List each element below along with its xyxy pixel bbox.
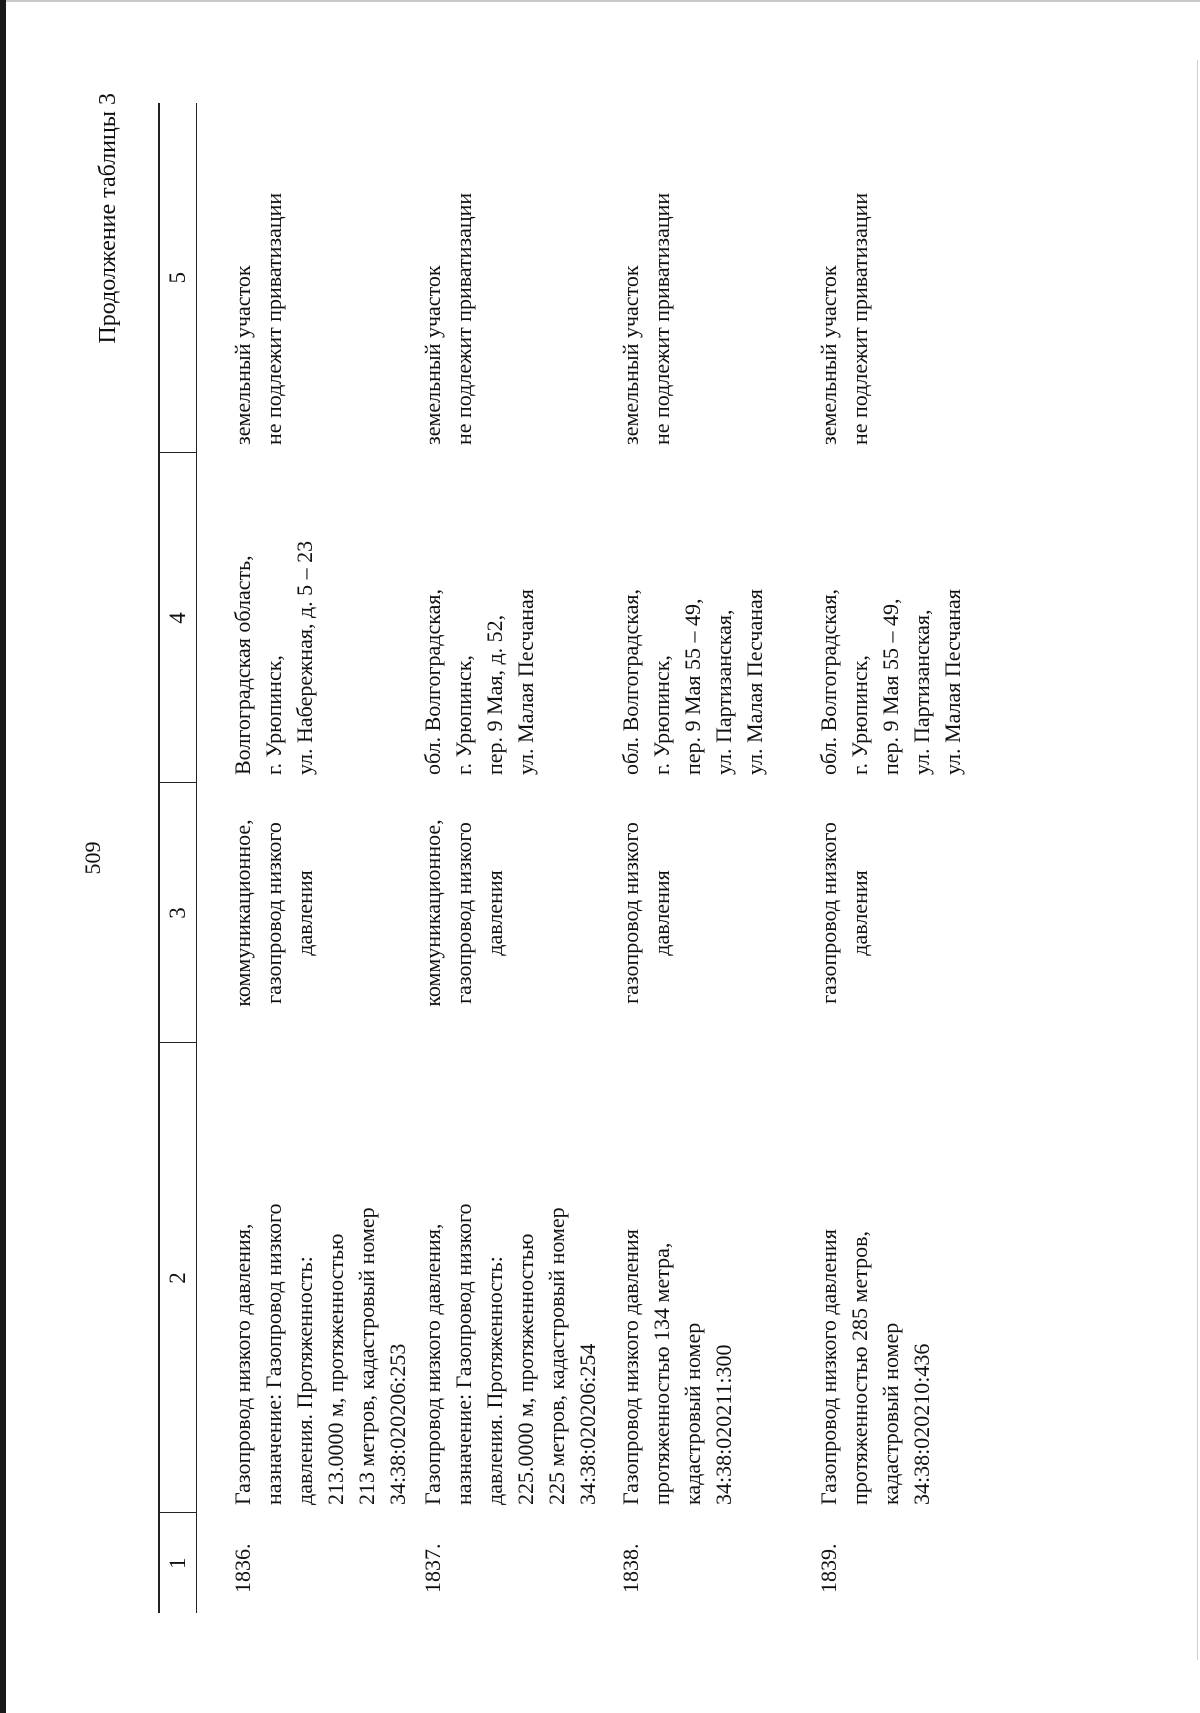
column-header-1: 1 [159, 1513, 197, 1613]
object-address-line: обл. Волгоградская, [618, 589, 643, 775]
object-address-line: обл. Волгоградская, [816, 589, 841, 775]
column-header-5: 5 [159, 103, 197, 453]
object-address-line: ул. Партизанская, [909, 609, 934, 775]
object-note-line: не подлежит приватизации [847, 192, 872, 445]
object-description-line: Газопровод низкого давления, [230, 1223, 255, 1505]
object-description-line: 34:38:020206:254 [575, 1343, 600, 1505]
object-description-line: 225.0000 м, протяженностью [513, 1233, 538, 1505]
column-header-3: 3 [159, 783, 197, 1043]
object-note-line: земельный участок [816, 265, 841, 445]
table-row [197, 103, 418, 1613]
object-description [615, 1043, 813, 1513]
table-continuation-label: Продолжение таблицы 3 [95, 93, 121, 344]
object-address-line: пер. 9 Мая, д. 52, [482, 614, 507, 775]
object-type [417, 783, 615, 1043]
object-address [813, 453, 1011, 783]
object-note [615, 103, 813, 453]
object-type [197, 783, 418, 1043]
object-type [615, 783, 813, 1043]
object-description-line: протяженностью 134 метра, [649, 1242, 674, 1505]
object-note-line: земельный участок [230, 265, 255, 445]
object-address [197, 453, 418, 783]
object-type-line: давления [649, 870, 674, 956]
object-address-line: обл. Волгоградская, [420, 589, 445, 775]
object-note-line: не подлежит приватизации [261, 192, 286, 445]
object-address-line: ул. Набережная, д. 5 – 23 [292, 540, 317, 775]
object-description-line: Газопровод низкого давления [618, 1229, 643, 1505]
page-number: 509 [80, 841, 105, 875]
object-description-line: 213 метров, кадастровый номер [354, 1207, 379, 1505]
object-note [417, 103, 615, 453]
object-description-line: давления. Протяженность: [482, 1256, 507, 1505]
object-address-line: Волгоградская область, [230, 555, 255, 775]
object-description [417, 1043, 615, 1513]
object-address-line: ул. Партизанская, [711, 609, 736, 775]
object-address-line: ул. Малая Песчаная [742, 589, 767, 775]
object-address-line: г. Урюпинск, [451, 655, 476, 775]
object-address [615, 453, 813, 783]
object-description-line: 225 метров, кадастровый номер [544, 1207, 569, 1505]
row-number: 1836. [230, 1543, 255, 1593]
object-description-line: 34:38:020211:300 [711, 1344, 736, 1505]
object-description-line: 213.0000 м, протяженностью [323, 1233, 348, 1505]
object-address-line: г. Урюпинск, [649, 655, 674, 775]
object-address-line: г. Урюпинск, [261, 655, 286, 775]
row-number: 1839. [816, 1543, 841, 1593]
table-row [813, 103, 1011, 1613]
table-row [417, 103, 615, 1613]
object-type-line: газопровод низкого [451, 822, 476, 1004]
object-address [417, 453, 615, 783]
object-type-line: давления [292, 870, 317, 956]
object-type-line: коммуникационное, [420, 819, 445, 1007]
object-address-line: ул. Малая Песчаная [940, 589, 965, 775]
object-description-line: Газопровод низкого давления [816, 1229, 841, 1505]
object-note-line: не подлежит приватизации [451, 192, 476, 445]
object-type-line: давления [482, 870, 507, 956]
column-header-2: 2 [159, 1043, 197, 1513]
object-type-line: газопровод низкого [816, 822, 841, 1004]
object-description-line: Газопровод низкого давления, [420, 1223, 445, 1505]
object-description-line: назначение: Газопровод низкого [261, 1203, 286, 1505]
object-description-line: давления. Протяженность: [292, 1256, 317, 1505]
object-type-line: давления [847, 870, 872, 956]
object-description-line: кадастровый номер [680, 1322, 705, 1505]
object-address-line: г. Урюпинск, [847, 655, 872, 775]
property-table [158, 103, 1011, 1613]
header-row [159, 103, 197, 1613]
object-note-line: земельный участок [618, 265, 643, 445]
object-type [813, 783, 1011, 1043]
object-address-line: пер. 9 Мая 55 – 49, [878, 598, 903, 775]
object-description [813, 1043, 1011, 1513]
object-description [197, 1043, 418, 1513]
object-address-line: ул. Малая Песчаная [513, 589, 538, 775]
object-type-line: газопровод низкого [618, 822, 643, 1004]
object-type-line: газопровод низкого [261, 822, 286, 1004]
object-description-line: протяженностью 285 метров, [847, 1230, 872, 1505]
object-note-line: не подлежит приватизации [649, 192, 674, 445]
row-number: 1837. [420, 1543, 445, 1593]
object-note-line: земельный участок [420, 265, 445, 445]
object-note [813, 103, 1011, 453]
object-address-line: пер. 9 Мая 55 – 49, [680, 598, 705, 775]
object-description-line: 34:38:020206:253 [385, 1343, 410, 1505]
table-row [615, 103, 813, 1613]
column-header-4: 4 [159, 453, 197, 783]
object-description-line: кадастровый номер [878, 1322, 903, 1505]
object-note [197, 103, 418, 453]
object-description-line: назначение: Газопровод низкого [451, 1203, 476, 1505]
object-description-line: 34:38:020210:436 [909, 1343, 934, 1505]
row-number: 1838. [618, 1543, 643, 1593]
object-type-line: коммуникационное, [230, 819, 255, 1007]
